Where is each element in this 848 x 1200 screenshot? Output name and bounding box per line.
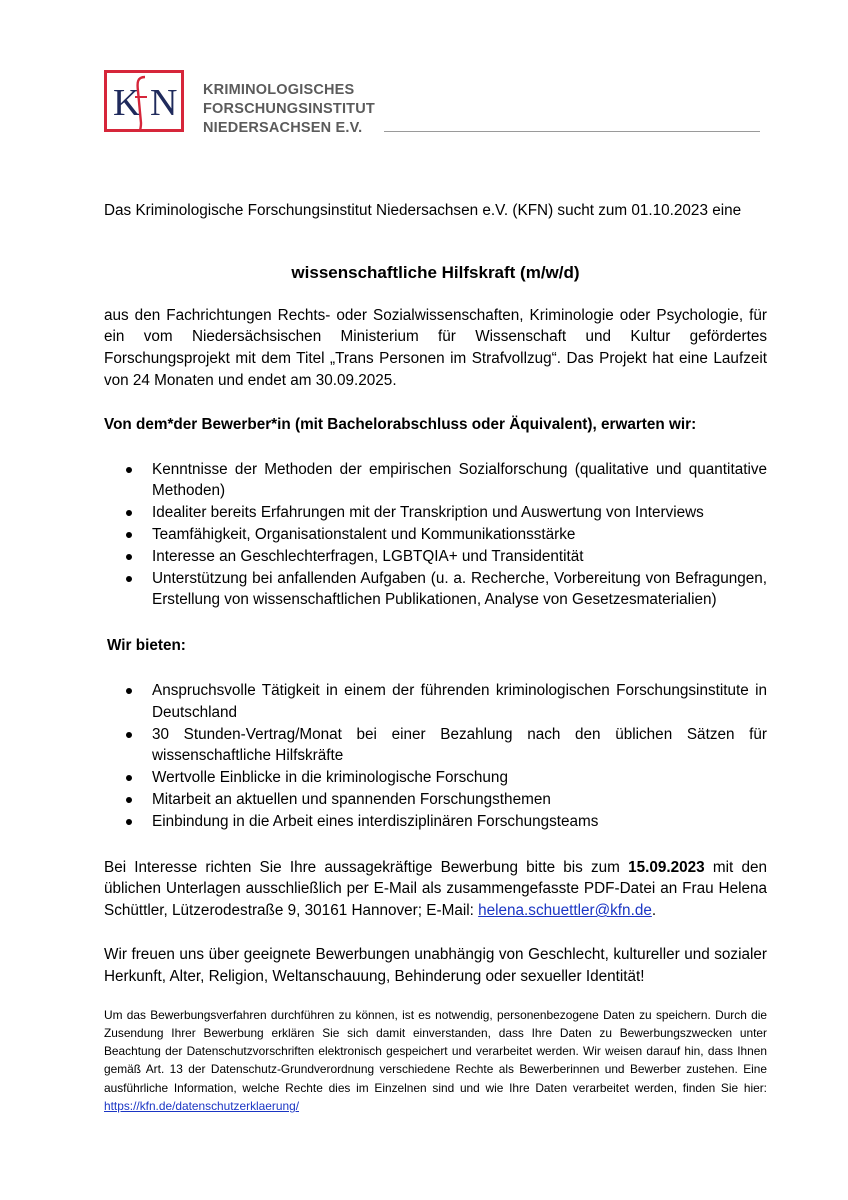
privacy-notice (104, 1006, 767, 1116)
institute-name (203, 81, 375, 138)
logo-letter-k: K (113, 82, 141, 124)
kfn-logo (104, 70, 184, 132)
institute-name-line: FORSCHUNGSINSTITUT (203, 101, 375, 117)
offer-list (104, 680, 767, 833)
contact-email-link[interactable]: helena.schuettler@kfn.de (478, 902, 652, 920)
list-item: Interesse an Geschlechterfragen, LGBTQIA+ und Transidentität (104, 546, 767, 568)
list-item: Anspruchsvolle Tätigkeit in einem der führenden kriminologischen Forschungsinstitute in Deutschland (104, 680, 767, 724)
application-text: Bei Interesse richten Sie Ihre aussagekräftige Bewerbung bitte bis zum (104, 858, 629, 876)
list-item: Kenntnisse der Methoden der empirischen Sozialforschung (qualitative und quantitative Methoden) (104, 459, 767, 503)
list-item: Unterstützung bei anfallenden Aufgaben (u. a. Recherche, Vorbereitung von Befragungen, Erstellung von wissenschaftlichen Publikationen, Analyse von Gesetzesmaterialien) (104, 568, 767, 612)
requirements-heading: Von dem*der Bewerber*in (mit Bachelorabschluss oder Äquivalent), erwarten wir: (104, 415, 697, 433)
list-item: Einbindung in die Arbeit eines interdisziplinären Forschungsteams (104, 811, 767, 833)
document-body (104, 200, 767, 1115)
application-paragraph (104, 857, 767, 922)
application-text-cont: mit den üblichen Unterlagen ausschließlich per E-Mail als zusammengefasste PDF-Datei an Frau Helena Schüttler, Lützerodestraße 9, 30161 Hannover; E-Mail: (104, 858, 767, 920)
privacy-text: Um das Bewerbungsverfahren durchführen zu können, ist es notwendig, personenbezogene Daten zu speichern. Durch die Zusendung Ihrer Bewerbung erklären Sie sich damit einverstanden, dass Ihre Daten zu Bewerbungszwecken unter Beachtung der Datenschutzvorschriften elektronisch gespeichert und verarbeitet werden. Wir weisen darauf hin, dass Ihnen gemäß Art. 13 der Datenschutz-Grundverordnung verschiedene Rechte als Bewerberinnen und Bewerber zustehen. Eine ausführliche Information, welche Rechte dies im Einzelnen sind und wie Ihre Daten verarbeitet werden, finden Sie hier: (104, 1007, 767, 1095)
requirements-list (104, 459, 767, 612)
intro-paragraph: Das Kriminologische Forschungsinstitut Niedersachsen e.V. (KFN) sucht zum 01.10.2023 eine (104, 202, 742, 219)
list-item: 30 Stunden-Vertrag/Monat bei einer Bezahlung nach den üblichen Sätzen für wissenschaftliche Hilfskräfte (104, 724, 767, 768)
list-item: Teamfähigkeit, Organisationstalent und Kommunikationsstärke (104, 524, 767, 546)
job-description: aus den Fachrichtungen Rechts- oder Sozialwissenschaften, Kriminologie oder Psychologie, für ein vom Niedersächsischen Ministerium für Wissenschaft und Kultur gefördertes Forschungsprojekt mit dem Titel „Trans Personen im Strafvollzug“. Das Projekt hat eine Laufzeit von 24 Monaten und endet am 30.09.2025. (104, 306, 767, 389)
diversity-statement: Wir freuen uns über geeignete Bewerbungen unabhängig von Geschlecht, kultureller und sozialer Herkunft, Alter, Religion, Weltanschauung, Behinderung oder sexueller Identität! (104, 945, 767, 985)
list-item: Idealiter bereits Erfahrungen mit der Transkription und Auswertung von Interviews (104, 502, 767, 524)
kfn-logo-mark (107, 73, 181, 129)
list-item: Wertvolle Einblicke in die kriminologische Forschung (104, 767, 767, 789)
offer-heading: Wir bieten: (107, 637, 186, 655)
institute-name-line: KRIMINOLOGISCHES (203, 82, 355, 98)
application-deadline: 15.09.2023 (628, 858, 705, 876)
page-header (104, 70, 760, 170)
list-item: Mitarbeit an aktuellen und spannenden Forschungsthemen (104, 789, 767, 811)
job-title: wissenschaftliche Hilfskraft (m/w/d) (291, 262, 580, 282)
logo-letter-n: N (150, 82, 178, 124)
application-text-end: . (651, 902, 657, 920)
header-divider (384, 131, 760, 132)
privacy-policy-link[interactable]: https://kfn.de/datenschutzerklaerung/ (104, 1099, 299, 1113)
institute-name-line: NIEDERSACHSEN E.V. (203, 120, 363, 136)
